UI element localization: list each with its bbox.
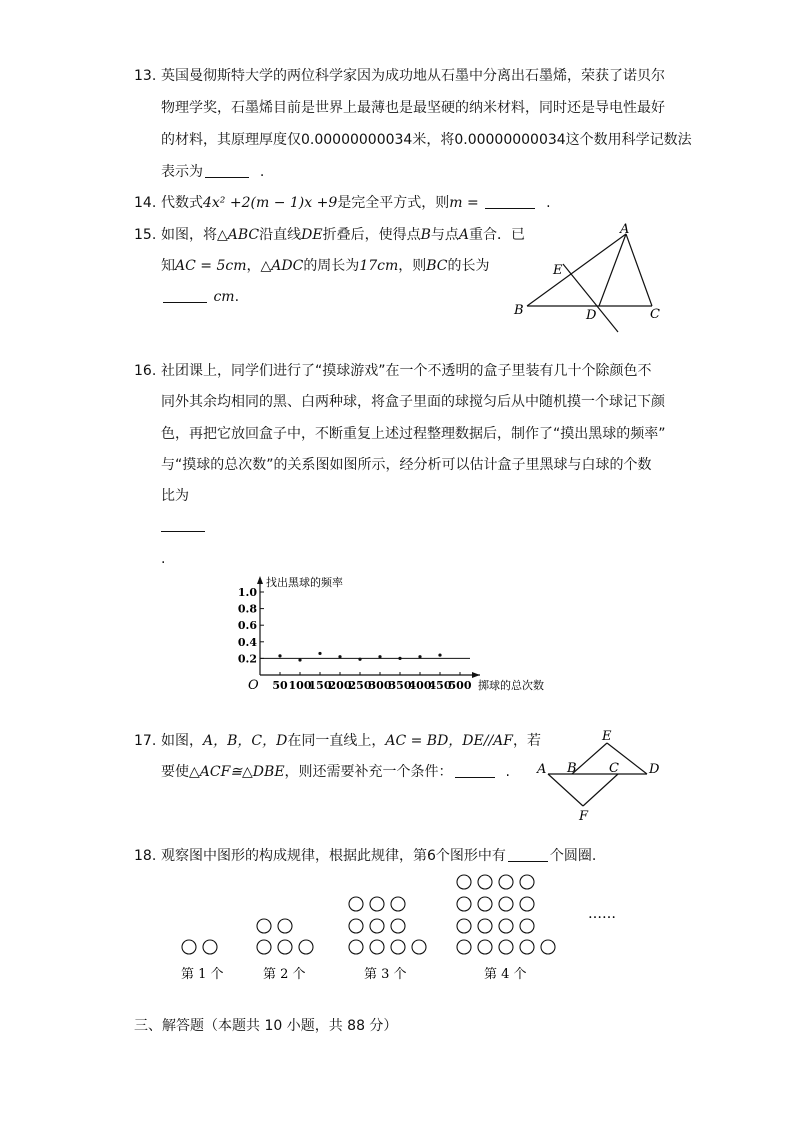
text: 如图， [161, 733, 203, 749]
segment-fc [583, 774, 618, 806]
text: 重合．已 [469, 227, 526, 243]
period: . [505, 764, 510, 780]
math-variable: m = [449, 195, 479, 211]
math-expression: 4x² +2(m − 1)x +9 [203, 195, 338, 211]
x-axis-arrow [472, 672, 480, 678]
figure-label: 第 1 个 [181, 967, 224, 982]
x-tick-label: 400 [408, 679, 432, 692]
math-segment: BC [426, 258, 448, 274]
text: 的长为 [447, 258, 490, 274]
answer-blank[interactable] [163, 288, 207, 303]
question-text [161, 193, 551, 213]
question-text [161, 287, 239, 307]
circle [478, 875, 492, 889]
triangle-fold-figure [510, 222, 670, 332]
question-text [161, 162, 264, 182]
label-f: F [579, 809, 589, 824]
data-point [418, 655, 421, 658]
circle [257, 919, 271, 933]
answer-blank[interactable] [161, 531, 205, 532]
figure-label: 第 3 个 [364, 967, 407, 982]
math-point: A [458, 227, 470, 243]
text: ，若 [513, 733, 542, 749]
circle [520, 940, 534, 954]
y-axis-label: 找出黑球的频率 [266, 576, 343, 589]
label-c: C [650, 307, 660, 322]
circle [370, 919, 384, 933]
math-expression: AC = BD，DE//AF [385, 733, 514, 749]
ellipsis: …… [588, 906, 616, 922]
question-number: 14. [134, 195, 157, 211]
circle [520, 919, 534, 933]
question-text: 色，再把它放回盒子中，不断重复上述过程整理数据后，制作了“摸出黑球的频率” [161, 426, 666, 442]
circle [499, 940, 513, 954]
question-number: 13. [134, 68, 157, 84]
text: 的周长为 [303, 258, 360, 274]
circle [520, 875, 534, 889]
text: 与点 [430, 227, 459, 243]
y-tick-label: 0.2 [237, 652, 257, 666]
period: . [161, 551, 166, 567]
math-line: DE [301, 227, 323, 243]
segment-af [548, 774, 583, 806]
question-text: 的材料，其原理厚度仅0.00000000034米，将0.00000000034这个数用科学记数法 [161, 132, 692, 148]
question-text: 社团课上，同学们进行了“摸球游戏”在一个不透明的盒子里装有几十个除颜色不 [161, 363, 652, 379]
circle [541, 940, 555, 954]
text: 观察图中图形的构成规律，根据此规律，第6个图形中有 [161, 848, 506, 864]
question-text [161, 762, 510, 782]
math-expression: AC = 5cm [175, 258, 247, 274]
question-text [161, 731, 541, 751]
circle [499, 875, 513, 889]
circle [457, 897, 471, 911]
data-point [438, 653, 441, 656]
text: 个圆圈. [549, 848, 597, 864]
period: . [259, 164, 265, 180]
circle [412, 940, 426, 954]
question-number: 16. [134, 363, 157, 379]
text: ， [246, 258, 261, 274]
label-d: D [649, 762, 660, 777]
circle [457, 940, 471, 954]
y-tick-label: 1.0 [237, 586, 257, 599]
x-tick-label: 50 [272, 679, 288, 692]
data-point [298, 658, 301, 661]
text: 折叠后，使得点 [322, 227, 421, 243]
answer-blank[interactable] [455, 763, 495, 778]
y-tick-label: 0.6 [237, 619, 257, 633]
data-point [398, 657, 401, 660]
circle [478, 940, 492, 954]
question-text: 物理学奖，石墨烯目前是世界上最薄也是最坚硬的纳米材料，同时还是导电性最好 [161, 100, 665, 116]
question-text: 比为 [161, 488, 189, 504]
circle [349, 897, 363, 911]
x-tick-label: 250 [348, 679, 372, 692]
y-tick-label: 0.8 [237, 602, 257, 616]
text: 在同一直线上， [287, 733, 386, 749]
segment-ba [527, 234, 626, 306]
label-b: B [514, 303, 524, 318]
text: 要使 [161, 764, 189, 780]
circle [391, 940, 405, 954]
x-axis-label: 掷球的总次数 [478, 679, 544, 692]
question-text [161, 846, 596, 866]
question-number: 17. [134, 733, 157, 749]
label-d: D [586, 308, 597, 323]
text: 如图，将 [161, 227, 217, 243]
circle [457, 875, 471, 889]
text: 知 [161, 258, 175, 274]
circle [370, 940, 384, 954]
math-points: A，B，C，D [203, 733, 288, 749]
circle [391, 897, 405, 911]
segment-be [572, 743, 607, 774]
text: ，则还需要补充一个条件： [284, 764, 453, 780]
segment-ac [626, 234, 652, 306]
x-tick-label: 500 [448, 679, 472, 692]
answer-blank[interactable] [205, 163, 249, 178]
y-tick-label: 0.4 [237, 635, 257, 649]
circle [478, 919, 492, 933]
data-point [338, 655, 341, 658]
x-tick-label: 150 [308, 679, 332, 692]
question-text: 表示为 [161, 164, 203, 180]
y-axis-arrow [257, 576, 263, 584]
question-number: 18. [134, 848, 157, 864]
origin-label: O [248, 678, 259, 693]
circle [478, 897, 492, 911]
circle [520, 897, 534, 911]
circle [370, 897, 384, 911]
circle [349, 919, 363, 933]
label-c: C [609, 761, 619, 776]
figure-label: 第 2 个 [263, 967, 306, 982]
x-tick-label: 300 [368, 679, 392, 692]
circle [182, 940, 196, 954]
unit: cm [213, 289, 235, 305]
x-tick-label: 350 [388, 679, 412, 692]
circle-pattern-figure [170, 868, 630, 988]
circle [349, 940, 363, 954]
circle [299, 940, 313, 954]
answer-blank[interactable] [485, 194, 535, 209]
math-triangle: △ABC [217, 227, 260, 243]
frequency-chart [237, 572, 544, 697]
section-heading: 三、解答题（本题共 10 小题，共 88 分） [134, 1018, 398, 1034]
math-congruence: △ACF≅△DBE [189, 764, 285, 780]
question-text [161, 225, 525, 245]
math-point: B [420, 227, 431, 243]
label-b: B [567, 761, 577, 776]
label-a: A [620, 222, 630, 237]
figure-label: 第 4 个 [484, 967, 527, 982]
circle [457, 919, 471, 933]
circle [257, 940, 271, 954]
question-number: 15. [134, 227, 157, 243]
data-point [378, 655, 381, 658]
segment-ad [599, 234, 626, 306]
x-tick-label: 450 [428, 679, 452, 692]
period: . [234, 289, 240, 305]
question-text: 与“摸球的总次数”的关系图如图所示，经分析可以估计盒子里黑球与白球的个数 [161, 457, 652, 473]
math-triangle: △ADC [260, 258, 304, 274]
label-e: E [553, 263, 563, 278]
question-text: 同外其余均相同的黑、白两种球，将盒子里面的球搅匀后从中随机摸一个球记下颜 [161, 394, 665, 410]
label-e: E [602, 729, 612, 744]
question-text [161, 256, 490, 276]
circle [391, 919, 405, 933]
circle [278, 919, 292, 933]
question-text: 是完全平方式，则 [337, 195, 450, 211]
parallel-lines-figure [535, 726, 670, 826]
data-point [278, 654, 281, 657]
x-tick-label: 200 [328, 679, 352, 692]
answer-blank[interactable] [508, 847, 548, 862]
x-tick-label: 100 [288, 679, 312, 692]
circle [499, 919, 513, 933]
text: ，则 [398, 258, 427, 274]
text: 沿直线 [259, 227, 302, 243]
label-a: A [537, 762, 547, 777]
data-point [358, 658, 361, 661]
data-point [318, 652, 321, 655]
question-text: 代数式 [161, 195, 203, 211]
circle [278, 940, 292, 954]
question-text: 英国曼彻斯特大学的两位科学家因为成功地从石墨中分离出石墨烯，荣获了诺贝尔 [161, 68, 665, 84]
circle [499, 897, 513, 911]
period: . [546, 195, 551, 211]
circle [203, 940, 217, 954]
math-length: 17cm [359, 258, 399, 274]
